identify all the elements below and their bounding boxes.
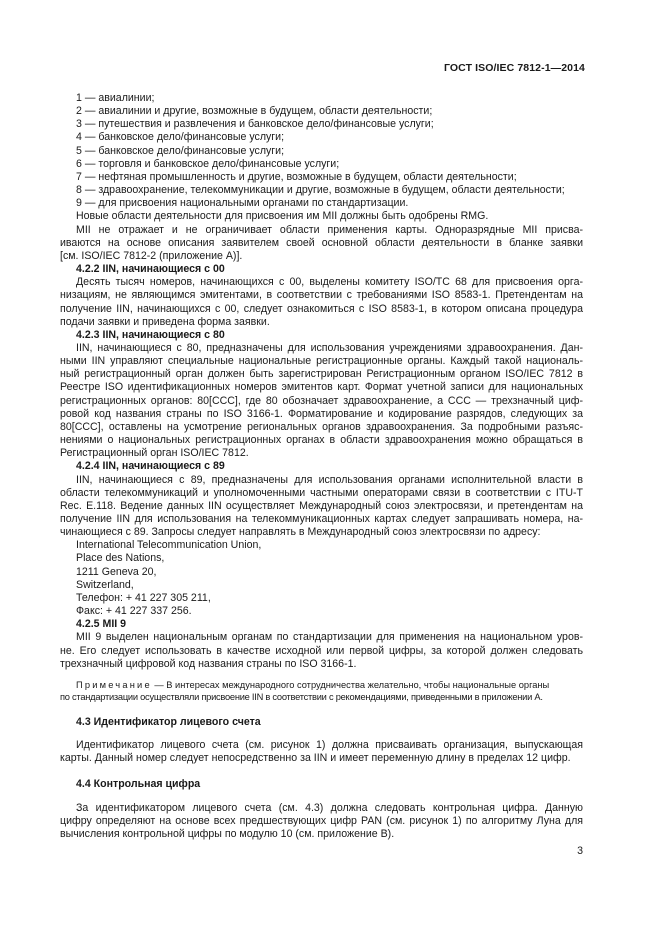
paragraph-line: получение IIN, начинающихся с 00, следует ознакомиться с ISO 8583-1, в котором описана процедура <box>60 302 583 315</box>
section-heading-4-2-2: 4.2.2 IIN, начинающиеся с 00 <box>76 263 225 276</box>
paragraph-line: цифру определяют на основе всех предшествующих цифр PAN (см. рисунок 1) по алгоритму Луна для <box>60 814 583 827</box>
mii-list-item: 1 — авиалинии; <box>76 92 155 104</box>
paragraph-line: области телекоммуникаций и уполномоченными частными операторами связи в соответствии с ITU-T <box>60 486 583 499</box>
mii-list-item: 7 — нефтяная промышленность и другие, возможные в будущем, области деятельности; <box>76 170 517 183</box>
section-heading-4-2-5: 4.2.5 MII 9 <box>76 618 127 631</box>
page-number: 3 <box>577 845 583 857</box>
paragraph-line: [см. ISO/IEC 7812-2 (приложение А)]. <box>60 249 243 262</box>
address-line: Place des Nations, <box>76 552 165 565</box>
paragraph-line: Идентификатор лицевого счета (см. рисунок 1) должна присваивать организация, выпускающая <box>76 739 583 752</box>
paragraph-line: Регистрационный орган ISO/IEC 7812. <box>60 447 249 460</box>
note-text: — В интересах международного сотрудничества желательно, чтобы национальные органы <box>151 679 550 690</box>
paragraph-line: трехзначный цифровой код названия страны по ISO 3166-1. <box>60 657 357 670</box>
paragraph-line: не. Его следует использовать в качестве исходной или первой цифры, за которой должен следовать <box>60 644 583 657</box>
note-label: Примечание <box>76 679 152 690</box>
mii-list-item: 6 — торговля и банковское дело/финансовые услуги; <box>76 157 340 170</box>
paragraph-line: Реестре ISO идентификационных номеров эмитентов карт. Формат учетной записи для национальных <box>60 381 583 394</box>
section-4-2-4-text <box>60 474 583 540</box>
section-heading-4-4: 4.4 Контрольная цифра <box>76 778 201 791</box>
paragraph-line: вычисления контрольной цифры по модулю 10 (см. приложение В). <box>60 827 395 840</box>
note-line <box>60 679 583 691</box>
document-body <box>60 92 583 841</box>
paragraph-new-areas: Новые области деятельности для присвоения им MII должны быть одобрены RMG. <box>76 210 489 223</box>
mii-list-item: 3 — путешествия и развлечения и банковское дело/финансовые услуги; <box>76 118 434 131</box>
standard-header: ГОСТ ISO/IEC 7812-1—2014 <box>443 62 585 74</box>
paragraph-line: MII 9 выделен национальным органам по стандартизации для применения на национальном уров- <box>76 631 583 644</box>
paragraph-line: получение IIN для использования на телекоммуникационных картах следует запрашивать номера, на- <box>60 513 583 525</box>
address-fax: Факс: + 41 227 337 256. <box>76 605 192 618</box>
paragraph-line: иваются на основе описания заявителем своей основной области деятельности в бланке заявки <box>60 236 583 249</box>
paragraph-line: чинающиеся с 89. Запросы следует направлять в Международный союз электросвязи по адресу: <box>60 526 541 539</box>
note-block <box>60 679 583 703</box>
section-heading-4-2-4: 4.2.4 IIN, начинающиеся с 89 <box>76 460 225 473</box>
section-4-2-2-text <box>60 276 583 329</box>
note-line: по стандартизации осуществляли присвоение IIN в соответствии с рекомендациями, приведенными в приложении А. <box>60 691 543 702</box>
paragraph-line: ный регистрационный орган должен быть зарегистрирован Регистрационным органом ISO/IEC 7812 в <box>60 368 583 381</box>
section-4-2-3-text <box>60 342 583 460</box>
paragraph-line: подачи заявки и приведена форма заявки. <box>60 315 270 328</box>
section-heading-4-2-3: 4.2.3 IIN, начинающиеся с 80 <box>76 328 225 341</box>
paragraph-mii-limits <box>60 224 583 263</box>
section-4-3-text <box>60 739 583 765</box>
mii-list-item: 5 — банковское дело/финансовые услуги; <box>76 144 285 157</box>
mii-list <box>60 92 583 210</box>
address-phone: Телефон: + 41 227 305 211, <box>76 591 211 604</box>
paragraph-line: Rec. E.118. Ведение данных IIN осуществляет Международный союз электросвязи, и претендентам на <box>60 499 583 512</box>
mii-list-item: 8 — здравоохранение, телекоммуникации и другие, возможные в будущем, области деятельности; <box>76 184 565 197</box>
paragraph-line: IIN, начинающиеся с 80, предназначены для использования учреждениями здравоохранения. Дан- <box>76 341 583 354</box>
paragraph-line: MII не отражает и не ограничивает области применения карты. Одноразрядные MII присва- <box>76 223 583 236</box>
paragraph-line: нениями о национальных регистрационных органах в области здравоохранения можно обращаться в <box>60 434 583 447</box>
paragraph-line: Десять тысяч номеров, начинающихся с 00, выделены комитету ISO/TC 68 для присвоения орга- <box>76 276 583 289</box>
address-line: International Telecommunication Union, <box>76 539 262 552</box>
paragraph-line: 80[CCC], оставлены на усмотрение региональных органов здравоохранения. За подробными разъяс- <box>60 420 583 433</box>
mii-list-item: 2 — авиалинии и другие, возможные в будущем, области деятельности; <box>76 105 433 118</box>
paragraph-line: ными IIN управляют специальные национальные регистрационные органы. Каждый такой националь- <box>60 355 583 368</box>
section-4-2-5-text <box>60 631 583 670</box>
section-4-4-text <box>60 802 583 841</box>
address-line: Switzerland, <box>76 578 134 591</box>
paragraph-line: IIN, начинающиеся с 89, предназначены для использования органами исполнительной власти в <box>76 473 583 486</box>
paragraph-line: За идентификатором лицевого счета (см. 4.3) должна следовать контрольная цифра. Данную <box>76 801 583 814</box>
paragraph-line: низациям, не являющимся эмитентами, в соответствии с требованиями ISO 8583-1. Претендентам на <box>60 289 583 302</box>
paragraph-line: карты. Данный номер следует непосредственно за IIN и имеет переменную длину в пределах 12 цифр. <box>60 752 571 765</box>
paragraph-line: регистрационных органов: 80[CCC], где 80 обозначает здравоохранение, а CCC — трехзначный циф- <box>60 394 583 407</box>
paragraph-line: ровой код названия страны по ISO 3166-1. Форматирование и кодирование разрядов, следующих за <box>60 407 583 420</box>
address-line: 1211 Geneva 20, <box>76 565 157 578</box>
mii-list-item: 4 — банковское дело/финансовые услуги; <box>76 131 285 144</box>
mii-list-item: 9 — для присвоения национальными органами по стандартизации. <box>76 197 409 210</box>
section-heading-4-3: 4.3 Идентификатор лицевого счета <box>76 715 261 728</box>
itu-address <box>60 539 583 618</box>
